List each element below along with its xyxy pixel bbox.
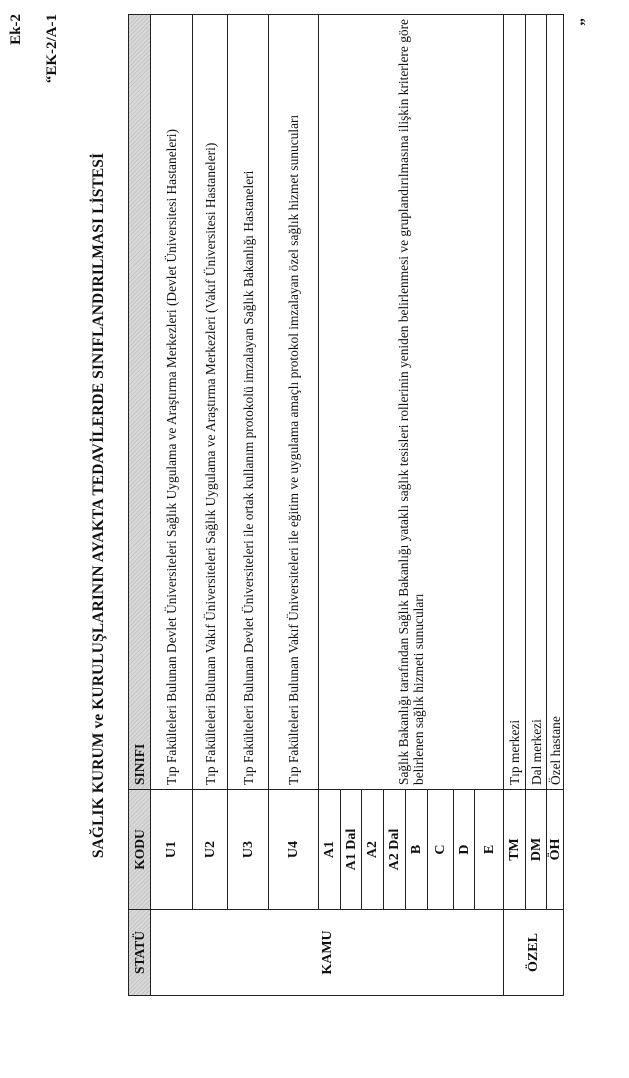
table-row bbox=[504, 15, 526, 996]
kodu-cell: U1 bbox=[151, 790, 193, 910]
column-header-kodu: KODU bbox=[129, 790, 151, 910]
table-row bbox=[193, 15, 228, 996]
kodu-cell: C bbox=[428, 790, 454, 910]
sinifi-cell: Dal merkezi bbox=[526, 15, 547, 790]
annex-label: Ek-2 bbox=[8, 14, 24, 45]
kodu-cell: B bbox=[406, 790, 428, 910]
classification-table bbox=[128, 14, 564, 996]
kodu-cell: U4 bbox=[269, 790, 319, 910]
kodu-cell: D bbox=[454, 790, 475, 910]
page-title: SAĞLIK KURUM ve KURULUŞLARININ AYAKTA TEDAVİLERDE SINIFLANDIRILMASI LİSTESİ bbox=[90, 152, 107, 859]
kodu-cell: U3 bbox=[228, 790, 269, 910]
kodu-cell: A1 bbox=[319, 790, 341, 910]
statu-cell-kamu: KAMU bbox=[151, 910, 504, 996]
sinifi-cell: Tıp Fakülteleri Bulunan Vakıf Üniversiteleri ile eğitim ve uygulama amaçlı protokol imzalayan özel sağlık hizmet sunucuları bbox=[269, 15, 319, 790]
sinifi-cell: Tıp Fakülteleri Bulunan Devlet Üniversiteleri ile ortak kullanım protokolü imzalayan Sağlık Bakanlığı Hastaneleri bbox=[228, 15, 269, 790]
sinifi-cell: Özel hastane bbox=[547, 15, 564, 790]
closing-quote-mark: ” bbox=[578, 18, 595, 26]
kodu-cell: A2 bbox=[362, 790, 384, 910]
table-row bbox=[269, 15, 319, 996]
table-row bbox=[319, 15, 341, 996]
kodu-cell: TM bbox=[504, 790, 526, 910]
sinifi-cell: Tıp Fakülteleri Bulunan Devlet Üniversiteleri Sağlık Uygulama ve Araştırma Merkezleri (Devlet Üniversitesi Hastaneleri) bbox=[151, 15, 193, 790]
kodu-cell: U2 bbox=[193, 790, 228, 910]
table-row bbox=[547, 15, 564, 996]
sinifi-merged-cell: Sağlık Bakanlığı tarafından Sağlık Bakanlığı yataklı sağlık tesisleri rollerinin yeniden belirlenmesi ve gruplandırılmasına ilişkin kriterlere göre belirlenen sağlık hizmeti sunucuları bbox=[319, 15, 504, 790]
table-row bbox=[151, 15, 193, 996]
statu-cell-ozel: ÖZEL bbox=[504, 910, 564, 996]
table-row bbox=[228, 15, 269, 996]
table-row bbox=[526, 15, 547, 996]
table-header-row bbox=[129, 15, 151, 996]
kodu-cell: E bbox=[475, 790, 504, 910]
column-header-sinifi: SINIFI bbox=[129, 15, 151, 790]
sinifi-cell: Tıp Fakülteleri Bulunan Vakıf Üniversiteleri Sağlık Uygulama ve Araştırma Merkezleri (Vakıf Üniversitesi Hastaneleri) bbox=[193, 15, 228, 790]
kodu-cell: A2 Dal bbox=[384, 790, 406, 910]
kodu-cell: DM bbox=[526, 790, 547, 910]
column-header-statu: STATÜ bbox=[129, 910, 151, 996]
kodu-cell: A1 Dal bbox=[341, 790, 362, 910]
sinifi-cell: Tıp merkezi bbox=[504, 15, 526, 790]
annex-sub-label: “EK-2/A-1 bbox=[44, 14, 60, 84]
kodu-cell: ÖH bbox=[547, 790, 564, 910]
